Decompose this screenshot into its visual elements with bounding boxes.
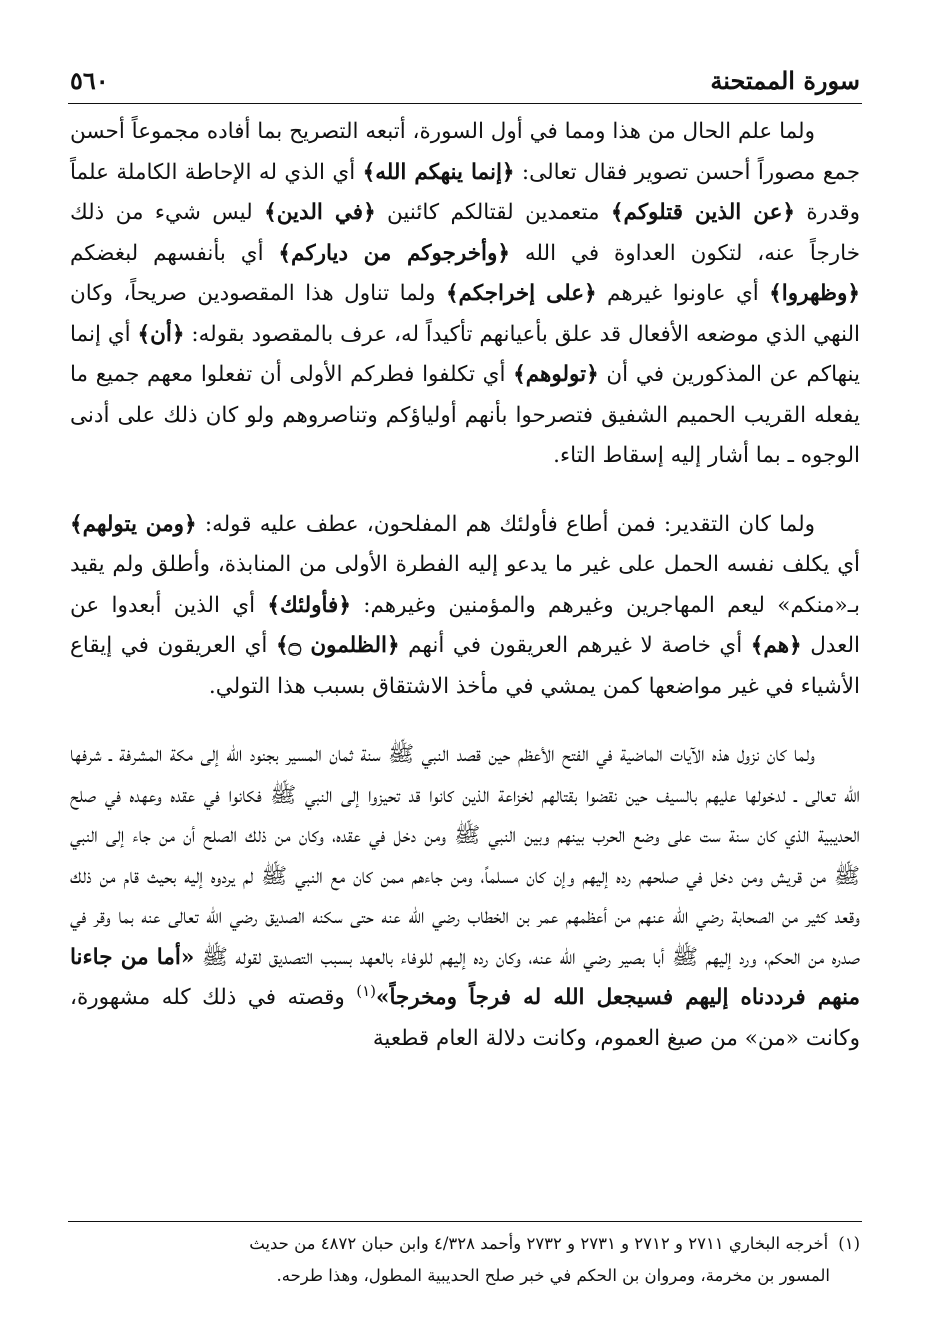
quote-text: ﴿ومن يتولهم﴾ xyxy=(70,511,197,537)
paragraph-text: أي إنما ينهاكم عن المذكورين في أن xyxy=(70,321,860,387)
quote-text: ﴿الظلمون ۝﴾ xyxy=(275,633,400,658)
paragraph-text: ولما علم الحال من هذا ومما في أول السورة، أتبعه التصريح بما أفاده مجموعاً أحسن جمع مصوراً أحسن تصوير فقال تعالى: xyxy=(70,119,860,185)
paragraph-text: أي عاونوا غيرهم xyxy=(596,281,770,306)
quote-text: ﴿على إخراجكم﴾ xyxy=(445,281,597,306)
paragraph-text: أي العريقون في إيقاع الأشياء في غير مواضعها كمن يمشي في مأخذ الاشتقاق بسبب هذا التولي. xyxy=(70,633,860,699)
quote-text: «أما من جاءنا منهم فرددناه إليهم فسيجعل الله له فرجاً ومخرجاً» xyxy=(70,944,860,1010)
footnote-line-2: المسور بن مخرمة، ومروان بن الحكم في خبر صلح الحديبية المطول، وهذا طرحه. xyxy=(276,1266,830,1285)
paragraph-text: ولما كان نزول هذه الآيات الماضية في الفتح الأعظم حين قصد النبي ﷺ سنة ثمان المسير بجنود الله إلى مكة المشرفة ـ شرفها الله تعالى ـ لدخولها عليهم بالسيف حين نقضوا بقتالهم لخزاعة الذين كانوا قد تحيزوا إلى النبي ﷺ فكانوا في عقده وعهده في صلح الحديبية الذي كان سنة ست على وضع الحرب بينهم وبين النبي ﷺ ومن دخل في عقده، وكان من ذلك الصلح أن من جاء إلى النبي ﷺ من قريش ومن دخل في صلحهم رده إليهم وإن كان مسلماً، ومن جاءهم ممن كان مع النبي ﷺ لم يردوه إليه بحيث قام من ذلك وقعد كثير من الصحابة رضي الله عنهم من أعظمهم عمر بن الخطاب رضي الله عنه حتى سكنه الصديق رضي الله تعالى عنه بما وقر في صدره من الحكم، ورد إليهم ﷺ أبا بصير رضي الله عنه، وكان رده إليهم للوفاء بالعهد بسبب التصديق لقوله ﷺ xyxy=(70,742,861,970)
main-text xyxy=(70,112,860,1059)
paragraph-text: أي الذين أبعدوا عن العدل xyxy=(70,592,860,658)
paragraph xyxy=(70,505,860,708)
quote-text: ﴿أن﴾ xyxy=(137,321,185,347)
paragraph-text: أي بأنفسهم لبغضكم xyxy=(70,240,279,266)
paragraph xyxy=(70,735,860,1059)
footnote-number: (١) xyxy=(838,1234,860,1253)
paragraph-text: أي الذي له الإحاطة الكاملة علماً وقدرة xyxy=(70,159,860,225)
paragraph xyxy=(70,112,860,477)
footnote-divider xyxy=(68,1221,862,1222)
quote-text: ﴿وظهروا﴾ xyxy=(769,281,860,306)
paragraph-text: ولما تناول هذا المقصودين صريحاً، وكان النهي الذي موضعه الأفعال قد علق بأعيانهم تأكيداً له، عرف بالمقصود بقوله: xyxy=(70,281,860,347)
page-number: ٥٦٠ xyxy=(70,65,109,95)
footnote-ref: (١) xyxy=(356,981,377,1000)
paragraph-text: أي تكلفوا فطركم الأولى أن تفعلوا معهم جميع ما يفعله القريب الحميم الشفيق فتصرحوا بأنهم أولياؤكم وتناصروهم ولو كان ذلك على أدنى الوجوه ـ بما أشار إليه إسقاط التاء. xyxy=(70,362,860,468)
surah-title: سورة الممتحنة xyxy=(710,65,860,95)
footnote-text-1: أخرجه البخاري ٢٧١١ و ٢٧١٢ و ٢٧٣١ و ٢٧٣٢ وأحمد ٤/٣٢٨ وابن حبان ٤٨٧٢ من حديث xyxy=(249,1234,829,1253)
quote-text: ﴿في الدين﴾ xyxy=(264,200,376,225)
paragraph-text: ليس شيء من ذلك خارجاً عنه، لتكون العداوة في الله xyxy=(70,200,860,266)
paragraph-text: متعمدين لقتالكم كائنين xyxy=(375,200,611,225)
paragraph-text: ولما كان التقدير: فمن أطاع فأولئك هم المفلحون، عطف عليه قوله: xyxy=(196,511,815,537)
paragraph-text: وقصته في ذلك كله مشهورة، وكانت «من» من صيغ العموم، وكانت دلالة العام قطعية xyxy=(70,985,860,1051)
footnote xyxy=(70,1228,860,1292)
quote-text: ﴿فأولئك﴾ xyxy=(267,592,351,618)
paragraph-text: أي خاصة لا غيرهم العريقون في أنهم xyxy=(399,633,751,658)
quote-text: ﴿إنما ينهكم الله﴾ xyxy=(362,159,515,185)
quote-text: ﴿تولوهم﴾ xyxy=(513,362,599,387)
quote-text: ﴿هم﴾ xyxy=(750,633,802,658)
header-divider xyxy=(68,103,862,104)
footnote-line-1 xyxy=(70,1228,860,1260)
paragraph-text: أي يكلف نفسه الحمل على غير ما يدعو إليه الفطرة الأولى من المنابذة، وأطلق ولم يقيد بـ«منكم» ليعم المهاجرين وغيرهم والمؤمنين وغيرهم: xyxy=(70,552,860,618)
page-header xyxy=(70,60,860,100)
quote-text: ﴿وأخرجوكم من دياركم﴾ xyxy=(278,240,511,266)
quote-text: ﴿عن الذين قتلوكم﴾ xyxy=(610,200,796,225)
